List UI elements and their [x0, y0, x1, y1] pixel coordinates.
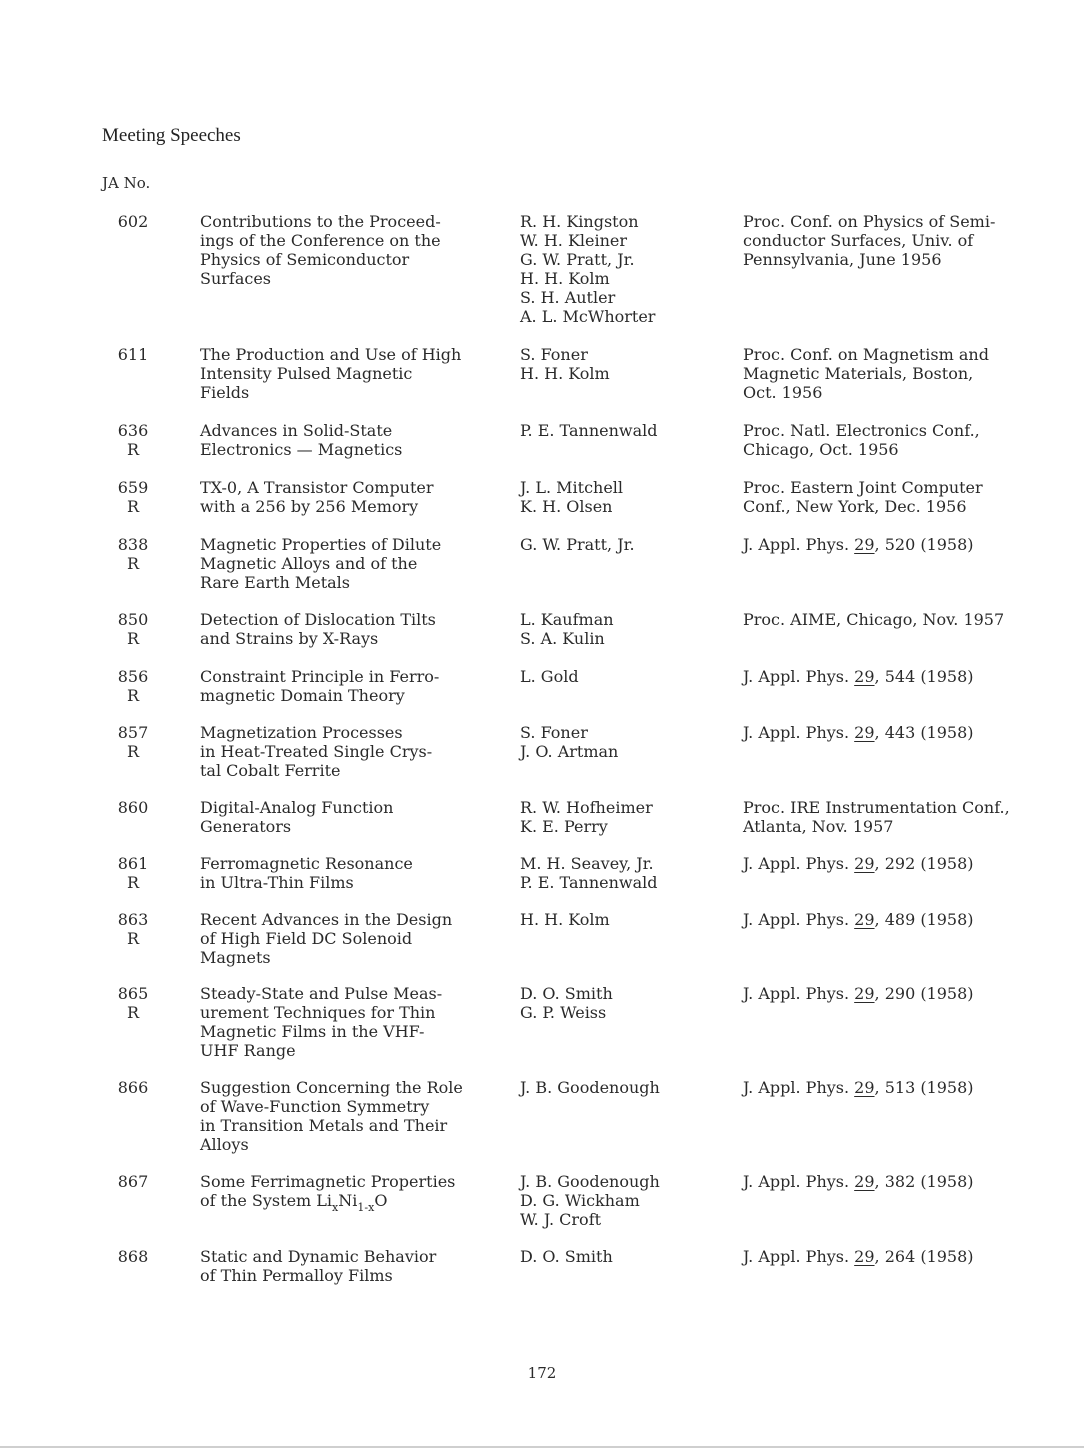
speech-title: Recent Advances in the Design of High Field DC Solenoid Magnets: [200, 910, 453, 967]
ja-number-column-header: JA No.: [102, 174, 151, 192]
speech-authors: G. W. Pratt, Jr.: [520, 535, 635, 554]
ja-number: 838 R: [112, 535, 154, 573]
ja-number: 861 R: [112, 854, 154, 892]
speech-title: Static and Dynamic Behavior of Thin Permalloy Films: [200, 1247, 437, 1285]
speech-publication: J. Appl. Phys. 29, 489 (1958): [743, 910, 974, 929]
ja-number: 856 R: [112, 667, 154, 705]
speech-title: Detection of Dislocation Tilts and Strains by X-Rays: [200, 610, 436, 648]
journal-volume: 29: [854, 1172, 875, 1191]
speech-authors: D. O. Smith: [520, 1247, 613, 1266]
ja-number: 857 R: [112, 723, 154, 761]
ja-number: 867: [117, 1172, 149, 1191]
ja-number: 863 R: [112, 910, 154, 948]
speech-authors: J. B. Goodenough D. G. Wickham W. J. Croft: [520, 1172, 660, 1229]
speech-publication: J. Appl. Phys. 29, 443 (1958): [743, 723, 974, 742]
speech-title: Magnetization Processes in Heat-Treated Single Crys- tal Cobalt Ferrite: [200, 723, 433, 780]
reprint-flag: R: [126, 873, 140, 892]
speech-authors: J. B. Goodenough: [520, 1078, 660, 1097]
speech-publication: J. Appl. Phys. 29, 290 (1958): [743, 984, 974, 1003]
speech-authors: M. H. Seavey, Jr. P. E. Tannenwald: [520, 854, 658, 892]
reprint-flag: R: [126, 686, 140, 705]
reprint-flag: R: [126, 497, 140, 516]
speech-title: Magnetic Properties of Dilute Magnetic Alloys and of the Rare Earth Metals: [200, 535, 442, 592]
speech-title: Digital-Analog Function Generators: [200, 798, 394, 836]
reprint-flag: R: [126, 742, 140, 761]
speech-authors: J. L. Mitchell K. H. Olsen: [520, 478, 624, 516]
ja-number: 850 R: [112, 610, 154, 648]
speech-title: Advances in Solid-State Electronics — Magnetics: [200, 421, 403, 459]
journal-volume: 29: [854, 723, 875, 742]
speech-title: Suggestion Concerning the Role of Wave-Function Symmetry in Transition Metals and Their Alloys: [200, 1078, 463, 1154]
speech-publication: Proc. Conf. on Magnetism and Magnetic Materials, Boston, Oct. 1956: [743, 345, 989, 402]
reprint-flag: R: [126, 929, 140, 948]
speech-authors: P. E. Tannenwald: [520, 421, 658, 440]
speech-title: TX-0, A Transistor Computer with a 256 by 256 Memory: [200, 478, 434, 516]
reprint-flag: R: [126, 629, 140, 648]
ja-number: 636 R: [112, 421, 154, 459]
speech-title: Constraint Principle in Ferro- magnetic Domain Theory: [200, 667, 440, 705]
speech-publication: Proc. IRE Instrumentation Conf., Atlanta, Nov. 1957: [743, 798, 1010, 836]
reprint-flag: R: [126, 1003, 140, 1022]
speech-title: Some Ferrimagnetic Properties of the System $Li_xNi_{1-x}O$: [200, 1172, 512, 1210]
speech-publication: J. Appl. Phys. 29, 520 (1958): [743, 535, 974, 554]
speech-publication: J. Appl. Phys. 29, 264 (1958): [743, 1247, 974, 1266]
speech-authors: L. Kaufman S. A. Kulin: [520, 610, 614, 648]
journal-volume: 29: [854, 1078, 875, 1097]
speech-publication: J. Appl. Phys. 29, 292 (1958): [743, 854, 974, 873]
speech-publication: Proc. Natl. Electronics Conf., Chicago, Oct. 1956: [743, 421, 980, 459]
ja-number: 602: [117, 212, 149, 231]
speech-title: Ferromagnetic Resonance in Ultra-Thin Films: [200, 854, 413, 892]
journal-volume: 29: [854, 984, 875, 1003]
reprint-flag: R: [126, 440, 140, 459]
journal-volume: 29: [854, 854, 875, 873]
speech-publication: Proc. Eastern Joint Computer Conf., New York, Dec. 1956: [743, 478, 983, 516]
page-number: 172: [527, 1364, 557, 1382]
speech-authors: H. H. Kolm: [520, 910, 610, 929]
speech-authors: S. Foner H. H. Kolm: [520, 345, 610, 383]
ja-number: 866: [117, 1078, 149, 1097]
speech-publication: J. Appl. Phys. 29, 382 (1958): [743, 1172, 974, 1191]
speech-title: The Production and Use of High Intensity Pulsed Magnetic Fields: [200, 345, 462, 402]
reprint-flag: R: [126, 554, 140, 573]
speech-publication: J. Appl. Phys. 29, 513 (1958): [743, 1078, 974, 1097]
journal-volume: 29: [854, 535, 875, 554]
ja-number: 659 R: [112, 478, 154, 516]
journal-volume: 29: [854, 667, 875, 686]
ja-number: 611: [117, 345, 149, 364]
speech-publication: Proc. AIME, Chicago, Nov. 1957: [743, 610, 1005, 629]
speech-authors: D. O. Smith G. P. Weiss: [520, 984, 613, 1022]
speech-title: Steady-State and Pulse Meas- urement Techniques for Thin Magnetic Films in the VHF- UHF Range: [200, 984, 443, 1060]
speech-publication: J. Appl. Phys. 29, 544 (1958): [743, 667, 974, 686]
ja-number: 860: [117, 798, 149, 817]
bottom-edge-rule: [0, 1446, 1084, 1448]
journal-volume: 29: [854, 1247, 875, 1266]
speech-publication: Proc. Conf. on Physics of Semi- conductor Surfaces, Univ. of Pennsylvania, June 1956: [743, 212, 996, 269]
speech-authors: S. Foner J. O. Artman: [520, 723, 619, 761]
speech-authors: R. W. Hofheimer K. E. Perry: [520, 798, 653, 836]
speech-authors: L. Gold: [520, 667, 579, 686]
speech-authors: R. H. Kingston W. H. Kleiner G. W. Pratt, Jr. H. H. Kolm S. H. Autler A. L. McWhorter: [520, 212, 656, 326]
section-title: Meeting Speeches: [102, 125, 241, 146]
ja-number: 865 R: [112, 984, 154, 1022]
chemical-formula: of the System $Li_xNi_{1-x}O$: [200, 1191, 388, 1214]
journal-volume: 29: [854, 910, 875, 929]
ja-number: 868: [117, 1247, 149, 1266]
speech-title: Contributions to the Proceed- ings of the Conference on the Physics of Semiconductor Surfaces: [200, 212, 441, 288]
